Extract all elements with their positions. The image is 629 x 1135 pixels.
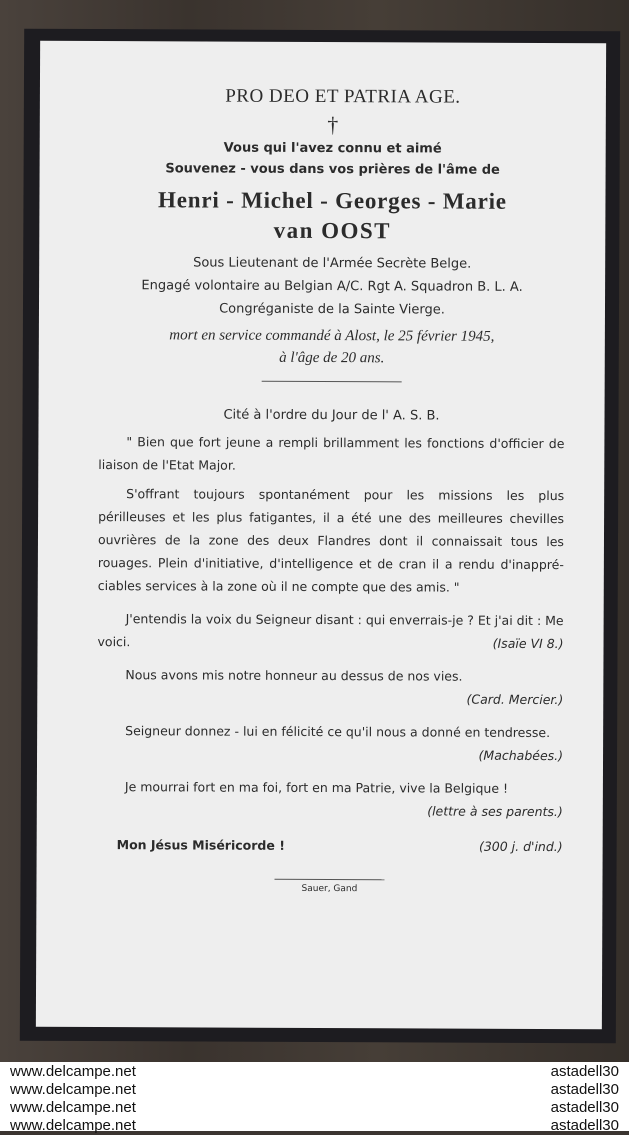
quote-2 [97,663,564,708]
quote-1 [97,607,563,655]
citation-section [97,403,565,858]
seller-line: astadell30 [550,1099,619,1116]
card-paper [36,41,606,1029]
quote-text: Nous avons mis notre honneur au dessus de nos vies. [125,667,463,684]
unit-line: Engagé volontaire au Belgian A/C. Rgt A. Squadron B. L. A. [141,278,523,295]
seller-line: astadell30 [550,1063,619,1080]
card-header: PRO DEO ET PATRIA AGE. [225,85,461,108]
deceased-family-name: van OOST [273,217,392,244]
death-line-2: à l'âge de 20 ans. [279,349,385,367]
quote-text: Seigneur donnez - lui en félicité ce qu'il nous a donné en tendresse. [125,723,551,741]
seller-line: astadell30 [550,1117,619,1134]
site-line: www.delcampe.net [10,1063,136,1080]
site-line: www.delcampe.net [10,1117,136,1134]
quote-source: (lettre à ses parents.) [427,803,563,820]
indulgence-note: (300 j. d'ind.) [478,838,563,855]
deceased-given-names: Henri - Michel - Georges - Marie [158,187,507,214]
quote-text: Je mourrai fort en ma foi, fort en ma Patrie, vive la Belgique ! [124,779,509,796]
site-watermark [10,1063,136,1135]
site-line: www.delcampe.net [10,1099,136,1116]
site-line: www.delcampe.net [10,1081,136,1098]
watermark-footer [0,1062,629,1134]
memorial-card [20,29,620,1044]
quote-source: (Isaïe VI 8.) [492,635,564,652]
final-prayer-row [97,833,563,858]
quote-source: (Card. Mercier.) [466,691,564,708]
quote-3 [97,719,564,764]
quote-4 [97,775,563,820]
quote-source: (Machabées.) [478,747,564,764]
citation-heading: Cité à l'ordre du Jour de l' A. S. B. [223,407,440,424]
seller-watermark [551,1063,619,1135]
cross-icon: † [327,112,339,138]
rank-line: Sous Lieutenant de l'Armée Secrète Belge. [193,255,472,272]
quote-text: J'entendis la voix du Seigneur disant : qui enverrais-je ? Et j'ai dit : Me voici. [97,611,564,650]
citation-paragraph-2: S'offrant toujours spontanément pour les missions les plus périlleuses et les plus fatigantes, il a été une des meilleures chevilles ouvrières de la zone des deux Flandres dont il connaissait tous les rouages. Plein d'initiative, d'intelligence et de cran il a rendu d'inappré- ciables services à la zone où il ne compte que des amis. " [97,486,565,595]
printer-divider [274,879,384,880]
divider [262,381,402,383]
intro-line-1: Vous qui l'avez connu et aimé [223,140,442,157]
congregation-line: Congréganiste de la Sainte Vierge. [219,301,445,318]
intro-line-2: Souvenez - vous dans vos prières de l'âme de [165,161,500,178]
printer-mark: Sauer, Gand [301,883,358,895]
citation-paragraph-1: " Bien que fort jeune a rempli brillamment les fonctions d'officier de liaison de l'Etat Major. [98,434,565,473]
death-line-1: mort en service commandé à Alost, le 25 février 1945, [169,327,495,345]
seller-line: astadell30 [550,1081,619,1098]
final-prayer: Mon Jésus Miséricorde ! [116,837,285,853]
